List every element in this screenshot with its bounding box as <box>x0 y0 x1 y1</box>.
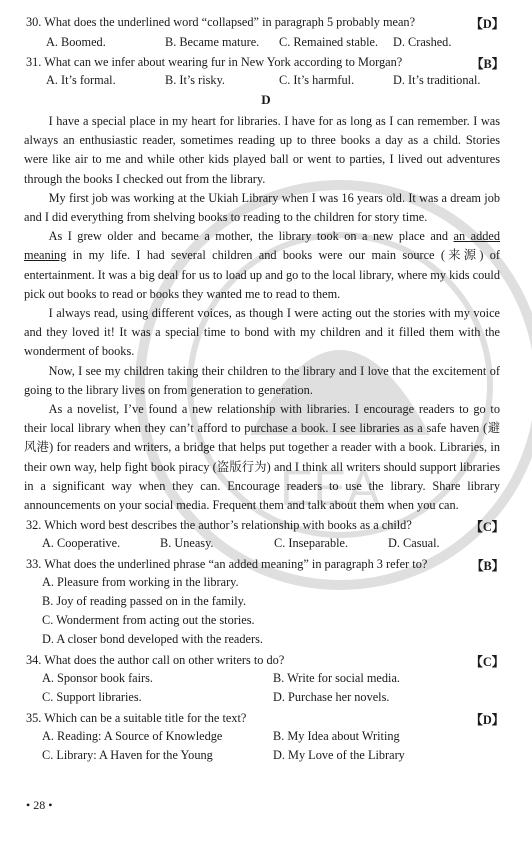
answer-33: 【B】 <box>471 559 504 573</box>
question-33: 33. What does the underlined phrase “an added meaning” in paragraph 3 refer to? <box>26 557 428 571</box>
option-34a: A. Sponsor book fairs. <box>42 671 154 685</box>
option-31d: D. It’s traditional. <box>393 73 481 87</box>
answer-34: 【C】 <box>470 655 504 669</box>
option-35b: B. My Idea about Writing <box>273 729 400 743</box>
paragraph-3-end: in my life. I had several children and books were our main source (来源) of entertainment. It was a big deal for us to load up and go to the local library, where my kids could pick out books to read or books they wanted me to read to them. <box>24 248 500 301</box>
option-34b: B. Write for social media. <box>273 671 400 685</box>
paragraph-1: I have a special place in my heart for libraries. I have for as long as I can remember. I was always an enthusiastic reader, sometimes reading up to three books a day as a child. Stories were like air to me and while other kids played ball or went to parties, I lived out adventures through the books I checked out from the library. <box>24 114 500 186</box>
option-30c: C. Remained stable. <box>279 35 379 49</box>
page-number: • 28 • <box>26 798 53 812</box>
reading-passage <box>24 112 500 515</box>
paragraph-6: As a novelist, I’ve found a new relationship with libraries. I encourage readers to go to their local library when they can’t afford to purchase a book. I see libraries as a safe haven (避风港) for readers and writers, a bridge that helps put together a reader with a book. Libraries, in their own way, help fight book piracy (盗版行为) and I think all writers should support libraries in a significant way when they can. Encourage readers to use the library. Share library announcements on your social media. Frequent them and talk about them when you can. <box>24 402 500 513</box>
question-34: 34. What does the author call on other writers to do? <box>26 653 285 667</box>
option-32b: B. Uneasy. <box>160 536 214 550</box>
paragraph-2: My first job was working at the Ukiah Library when I was 16 years old. It was a dream job and I did everything from shelving books to reading to the children for story time. <box>24 190 500 225</box>
answer-35: 【D】 <box>470 713 504 727</box>
question-35: 35. Which can be a suitable title for the text? <box>26 711 247 725</box>
option-35d: D. My Love of the Library <box>273 748 405 762</box>
question-31: 31. What can we infer about wearing fur in New York according to Morgan? <box>26 55 403 69</box>
answer-30: 【D】 <box>470 17 504 31</box>
answer-31: 【B】 <box>471 57 504 71</box>
answer-32: 【C】 <box>470 520 504 534</box>
option-35a: A. Reading: A Source of Knowledge <box>42 729 223 743</box>
section-heading: D <box>261 92 271 107</box>
underlined-phrase: an added meaning <box>24 229 500 263</box>
paragraph-3 <box>24 227 500 304</box>
question-30: 30. What does the underlined word “collapsed” in paragraph 5 probably mean? <box>26 15 416 29</box>
option-34d: D. Purchase her novels. <box>273 690 390 704</box>
option-34c: C. Support libraries. <box>42 690 142 704</box>
option-30a: A. Boomed. <box>46 35 106 49</box>
question-32: 32. Which word best describes the author’s relationship with books as a child? <box>26 518 412 532</box>
option-30b: B. Became mature. <box>165 35 260 49</box>
option-30d: D. Crashed. <box>393 35 452 49</box>
option-32c: C. Inseparable. <box>274 536 349 550</box>
paragraph-4: I always read, using different voices, as though I were acting out the stories with my voice and they loved it! It was a special time to bond with my children and it filled them with the wonderment of books. <box>24 306 500 359</box>
option-35c: C. Library: A Haven for the Young <box>42 748 213 762</box>
option-31b: B. It’s risky. <box>165 73 226 87</box>
option-33b: B. Joy of reading passed on in the family. <box>42 594 247 608</box>
option-33c: C. Wonderment from acting out the stories. <box>42 613 255 627</box>
watermark-text: EEA <box>280 460 381 516</box>
option-33d: D. A closer bond developed with the readers. <box>42 632 263 646</box>
option-33a: A. Pleasure from working in the library. <box>42 575 239 589</box>
paragraph-3-start: As I grew older and became a mother, the library took on a new place and <box>48 229 454 244</box>
paragraph-5: Now, I see my children taking their children to the library and I love that the excitement of going to the library lives on from generation to generation. <box>24 363 500 397</box>
option-32d: D. Casual. <box>388 536 440 550</box>
option-31a: A. It’s formal. <box>46 73 116 87</box>
option-32a: A. Cooperative. <box>42 536 121 550</box>
option-31c: C. It’s harmful. <box>279 73 355 87</box>
